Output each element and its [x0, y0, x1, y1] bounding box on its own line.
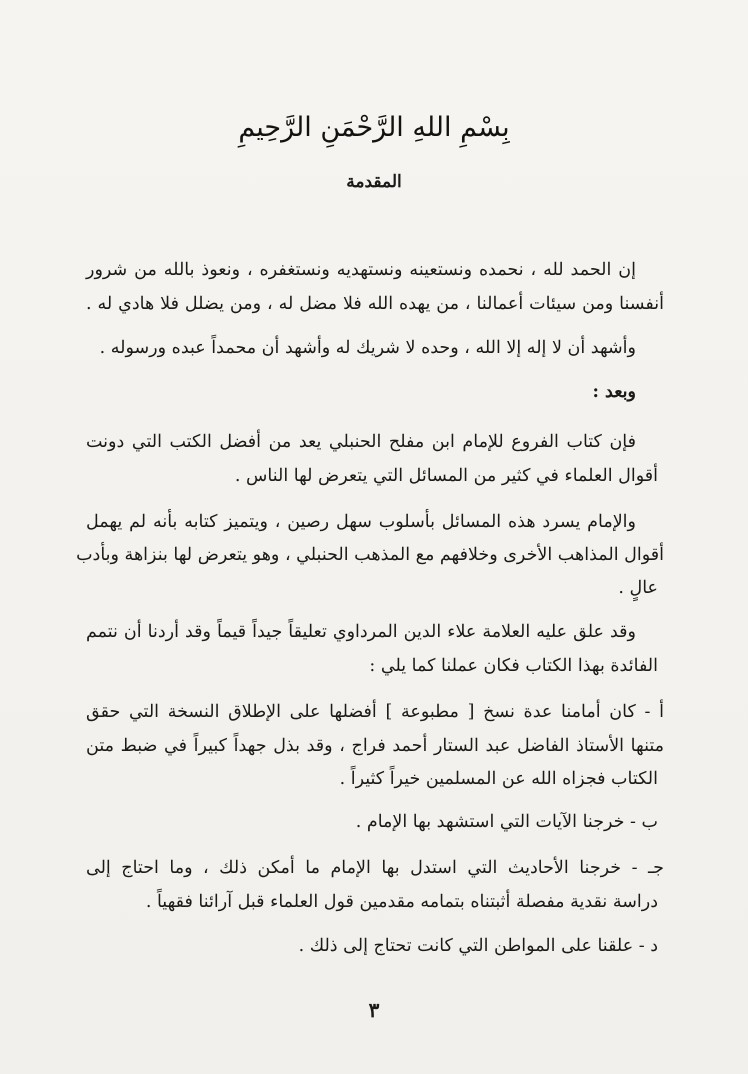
page-number: ٣ — [368, 998, 380, 1022]
text-line: وبعد : — [592, 382, 636, 402]
text-line: ب - خرجنا الآيات التي استشهد بها الإمام . — [355, 812, 658, 832]
text-line: د - علقنا على المواطن التي كانت تحتاج إلى ذلك . — [298, 936, 658, 956]
text-line: أ - كان أمامنا عدة نسخ [ مطبوعة ] أفضلها على الإطلاق النسخة التي حقق — [86, 702, 664, 722]
text-line: أقوال العلماء في كثير من المسائل التي يتعرض لها الناس . — [234, 466, 658, 486]
section-heading: المقدمة — [346, 172, 402, 192]
text-line: الفائدة بهذا الكتاب فكان عملنا كما يلي : — [369, 656, 658, 676]
text-line: وأشهد أن لا إله إلا الله ، وحده لا شريك له وأشهد أن محمداً عبده ورسوله . — [99, 338, 636, 358]
text-line: دراسة نقدية مفصلة أثبتناه بتمامه مقدمين قول العلماء قبل آرائنا فقهياً . — [145, 892, 658, 912]
text-line: وقد علق عليه العلامة علاء الدين المرداوي تعليقاً جيداً قيماً وقد أردنا أن نتمم — [86, 622, 636, 642]
text-line: عالٍ . — [618, 578, 658, 598]
text-line: جـ - خرجنا الأحاديث التي استدل بها الإمام ما أمكن ذلك ، وما احتاج إلى — [86, 858, 664, 878]
text-line: إن الحمد لله ، نحمده ونستعينه ونستهديه ونستغفره ، ونعوذ بالله من شرور — [86, 260, 636, 280]
text-line: فإن كتاب الفروع للإمام ابن مفلح الحنبلي يعد من أفضل الكتب التي دونت — [86, 432, 636, 452]
text-line: متنها الأستاذ الفاضل عبد الستار أحمد فراج ، وقد بذل جهداً كبيراً في ضبط متن — [86, 736, 664, 756]
basmala: بِسْمِ اللهِ الرَّحْمَنِ الرَّحِيمِ — [238, 112, 510, 143]
text-line: أنفسنا ومن سيئات أعمالنا ، من يهده الله فلا مضل له ، ومن يضلل فلا هادي له . — [86, 294, 664, 314]
text-line: والإمام يسرد هذه المسائل بأسلوب سهل رصين ، ويتميز كتابه بأنه لم يهمل — [86, 512, 636, 532]
text-line: الكتاب فجزاه الله عن المسلمين خيراً كثيراً . — [339, 769, 658, 789]
text-line: أقوال المذاهب الأخرى وخلافهم مع المذهب الحنبلي ، وهو يتعرض لها بنزاهة وبأدب — [76, 545, 664, 565]
